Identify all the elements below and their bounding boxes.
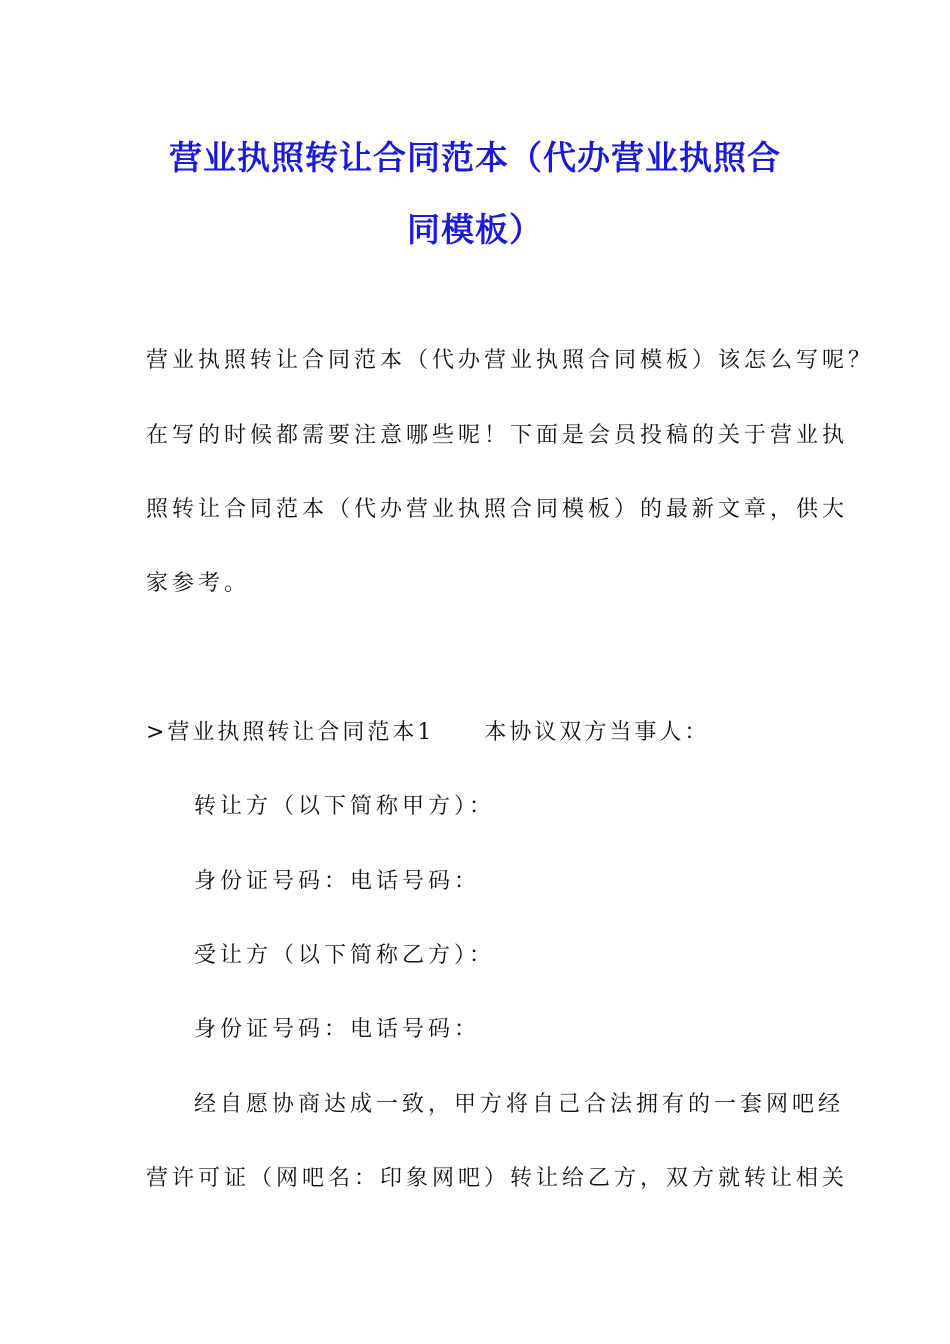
document-title-line-2: 同模板） <box>407 210 543 249</box>
intro-line-3: 照转让合同范本（代办营业执照合同模板）的最新文章，供大 <box>146 497 849 522</box>
intro-line-1: 营业执照转让合同范本（代办营业执照合同模板）该怎么写呢？ <box>146 348 875 373</box>
paragraph-1-line-1: 经自愿协商达成一致，甲方将自己合法拥有的一套网吧经 <box>194 1092 845 1117</box>
paragraph-1-line-2: 营许可证（网吧名：印象网吧）转让给乙方，双方就转让相关 <box>146 1166 849 1191</box>
party-a-id-line: 身份证号码：电话号码： <box>194 869 481 894</box>
party-a-label: 转让方（以下简称甲方）： <box>194 794 496 819</box>
section-heading: >营业执照转让合同范本1 本协议双方当事人： <box>146 720 710 745</box>
intro-line-4: 家参考。 <box>146 571 251 596</box>
intro-line-2: 在写的时候都需要注意哪些呢！下面是会员投稿的关于营业执 <box>146 423 849 448</box>
document-title-line-1: 营业执照转让合同范本（代办营业执照合 <box>169 138 781 177</box>
party-b-label: 受让方（以下简称乙方）： <box>194 943 496 968</box>
party-b-id-line: 身份证号码：电话号码： <box>194 1017 481 1042</box>
